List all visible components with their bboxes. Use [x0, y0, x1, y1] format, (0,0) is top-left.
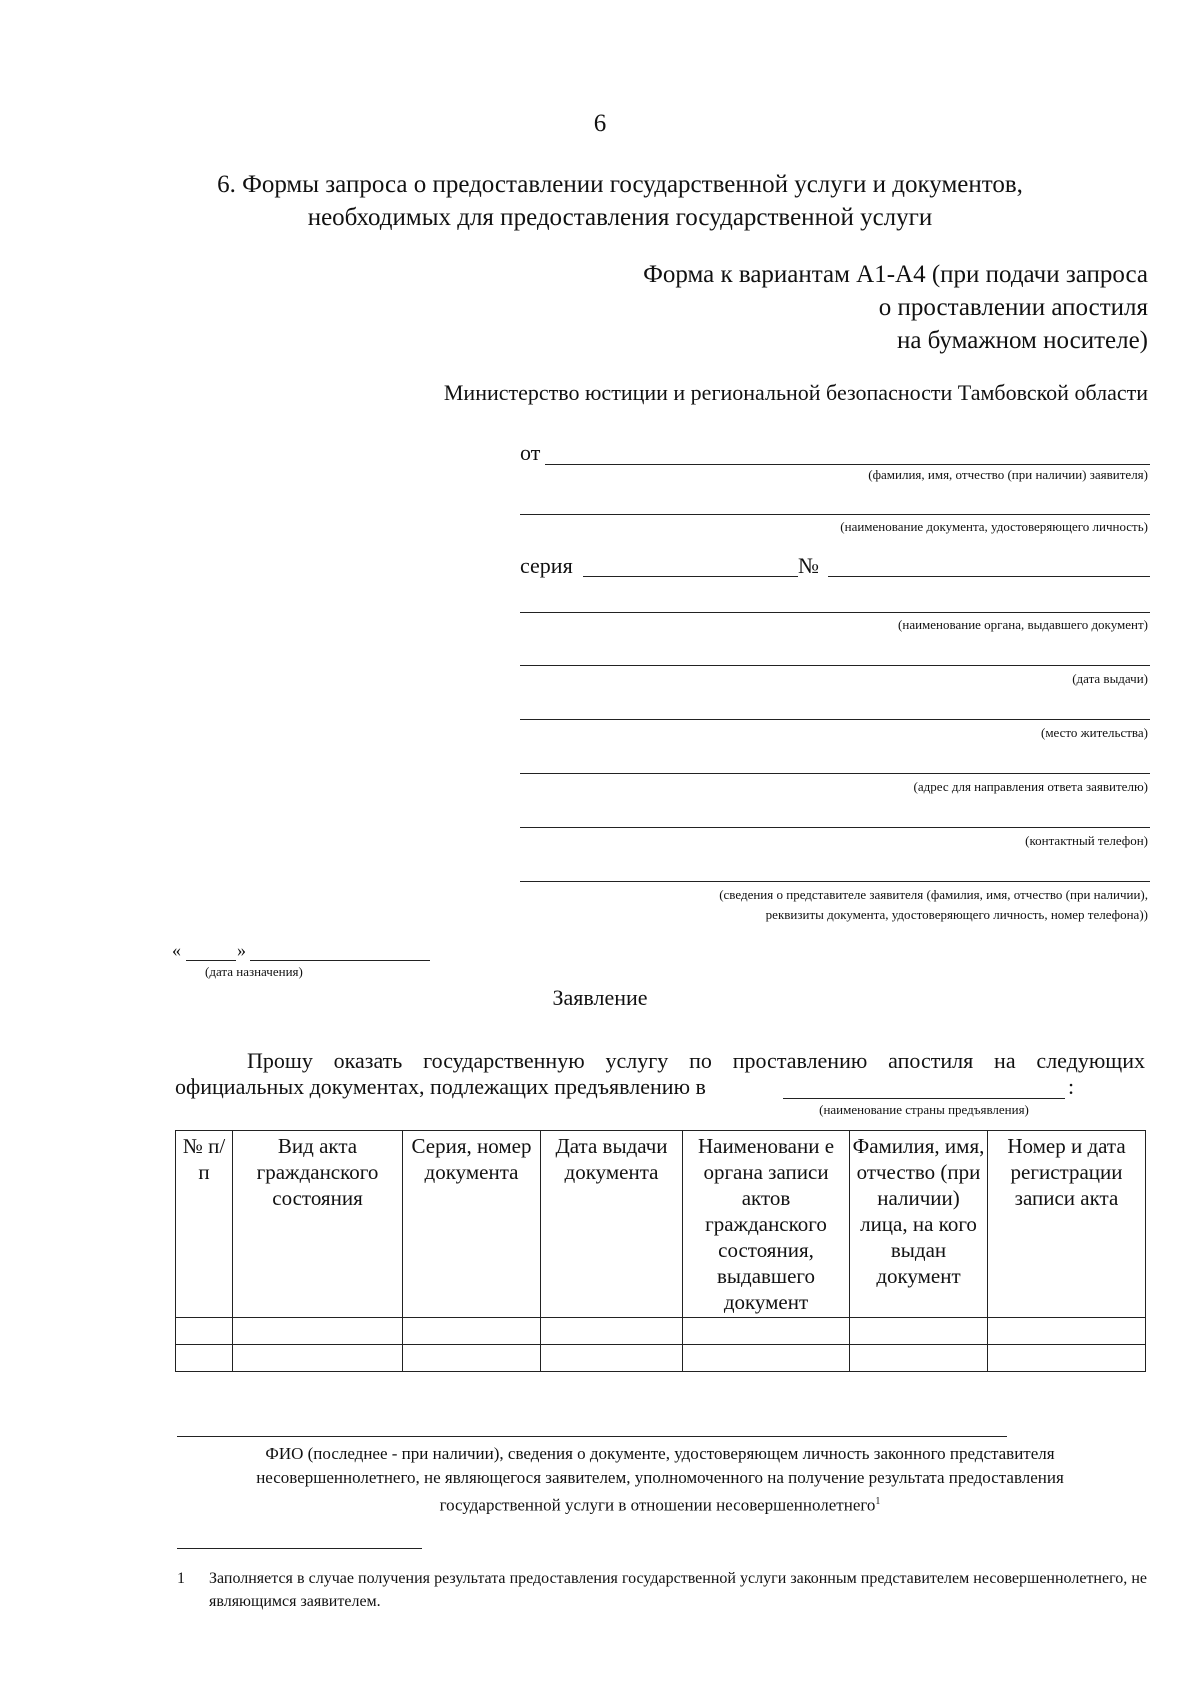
address-field[interactable]	[520, 773, 1150, 774]
table-cell[interactable]	[233, 1318, 403, 1345]
footnote-separator	[177, 1548, 422, 1549]
address-caption: (адрес для направления ответа заявителю)	[913, 779, 1148, 794]
column-header: № п/п	[176, 1131, 233, 1318]
number-field[interactable]	[828, 576, 1150, 577]
issue-date-caption: (дата выдачи)	[1072, 671, 1148, 686]
representative-fio-field[interactable]	[177, 1436, 1007, 1437]
column-header: Дата выдачи документа	[541, 1131, 683, 1318]
representative-fio-caption	[175, 1442, 1145, 1518]
representative-caption	[448, 885, 1148, 925]
form-variant-line1: Форма к вариантам А1-А4 (при подачи запроса	[643, 261, 1148, 288]
form-variant-line2: о проставлении апостиля	[878, 294, 1148, 321]
table-cell[interactable]	[176, 1345, 233, 1372]
table-cell[interactable]	[683, 1345, 850, 1372]
table-cell[interactable]	[541, 1318, 683, 1345]
table-cell[interactable]	[988, 1345, 1146, 1372]
table-cell[interactable]	[403, 1345, 541, 1372]
phone-caption: (контактный телефон)	[1025, 833, 1148, 848]
table-cell[interactable]	[683, 1318, 850, 1345]
quote-open: «	[172, 940, 181, 960]
footnote-text: Заполняется в случае получения результата предоставления государственной услуги законным представителем несовершеннолетнего, не являющимся заявителем.	[209, 1570, 1147, 1610]
table-cell[interactable]	[850, 1345, 988, 1372]
applicant-fio-caption: (фамилия, имя, отчество (при наличии) заявителя)	[868, 467, 1148, 482]
statement-heading: Заявление	[552, 985, 648, 1010]
request-line2: официальных документах, подлежащих предъявлению в	[175, 1074, 706, 1099]
table-header-row	[176, 1131, 1146, 1318]
column-header: Номер и дата регистрации записи акта	[988, 1131, 1146, 1318]
footnote-reference[interactable]: 1	[875, 1496, 881, 1507]
number-label: №	[798, 553, 819, 578]
series-label: серия	[520, 553, 573, 578]
representative-field[interactable]	[520, 881, 1150, 882]
table-cell[interactable]	[403, 1318, 541, 1345]
residence-caption: (место жительства)	[1040, 725, 1148, 740]
column-header: Вид акта гражданского состояния	[233, 1131, 403, 1318]
representative-fio-line3-text: государственной услуги в отношении несовершеннолетнего	[439, 1495, 876, 1515]
table-cell[interactable]	[541, 1345, 683, 1372]
appointment-month-year-field[interactable]	[250, 960, 430, 961]
representative-fio-line2: несовершеннолетнего, не являющегося заявителем, уполномоченного на получение результата предоставления	[256, 1468, 1064, 1487]
column-header: Серия, номер документа	[403, 1131, 541, 1318]
form-variant-note	[448, 258, 1148, 357]
country-caption: (наименование страны предъявления)	[819, 1102, 1029, 1117]
quote-close: »	[237, 940, 246, 960]
table-cell[interactable]	[233, 1345, 403, 1372]
table-cell[interactable]	[988, 1318, 1146, 1345]
representative-caption-line2: реквизиты документа, удостоверяющего личность, номер телефона))	[765, 907, 1148, 922]
appointment-day-field[interactable]	[186, 960, 236, 961]
page-number: 6	[593, 110, 607, 137]
table-cell[interactable]	[176, 1318, 233, 1345]
representative-caption-line1: (сведения о представителе заявителя (фамилия, имя, отчество (при наличии),	[719, 887, 1148, 902]
request-paragraph	[175, 1048, 1145, 1074]
identity-document-caption: (наименование документа, удостоверяющего личность)	[840, 519, 1148, 534]
form-variant-line3: на бумажном носителе)	[896, 327, 1148, 354]
table-cell[interactable]	[850, 1318, 988, 1345]
column-header: Фамилия, имя, отчество (при наличии) лица, на кого выдан документ	[850, 1131, 988, 1318]
request-line1: Прошу оказать государственную услугу по проставлению апостиля на следующих	[247, 1048, 1145, 1073]
section-title	[150, 168, 1090, 234]
footnote-number: 1	[177, 1570, 185, 1587]
footnote	[177, 1567, 1147, 1613]
phone-field[interactable]	[520, 827, 1150, 828]
country-field[interactable]	[783, 1098, 1065, 1099]
identity-document-field[interactable]	[520, 514, 1150, 515]
section-title-line1: 6. Формы запроса о предоставлении государственной услуги и документов,	[217, 171, 1023, 198]
appointment-caption: (дата назначения)	[205, 964, 303, 979]
table-row	[176, 1345, 1146, 1372]
representative-fio-line3	[175, 1490, 1145, 1518]
series-field[interactable]	[583, 576, 798, 577]
table-row	[176, 1318, 1146, 1345]
from-label: от	[520, 440, 541, 465]
issue-date-field[interactable]	[520, 665, 1150, 666]
ministry-name: Министерство юстиции и региональной безопасности Тамбовской области	[443, 380, 1148, 405]
issuer-field[interactable]	[520, 612, 1150, 613]
issuer-caption: (наименование органа, выдавшего документ)	[898, 617, 1148, 632]
representative-fio-line1: ФИО (последнее - при наличии), сведения о документе, удостоверяющем личность законного представителя	[265, 1444, 1055, 1463]
column-header: Наименовани е органа записи актов гражданского состояния, выдавшего документ	[683, 1131, 850, 1318]
applicant-fio-field[interactable]	[545, 464, 1150, 465]
residence-field[interactable]	[520, 719, 1150, 720]
documents-table	[175, 1130, 1146, 1372]
section-title-line2: необходимых для предоставления государственной услуги	[307, 204, 933, 231]
request-line2-colon: :	[1068, 1074, 1075, 1099]
